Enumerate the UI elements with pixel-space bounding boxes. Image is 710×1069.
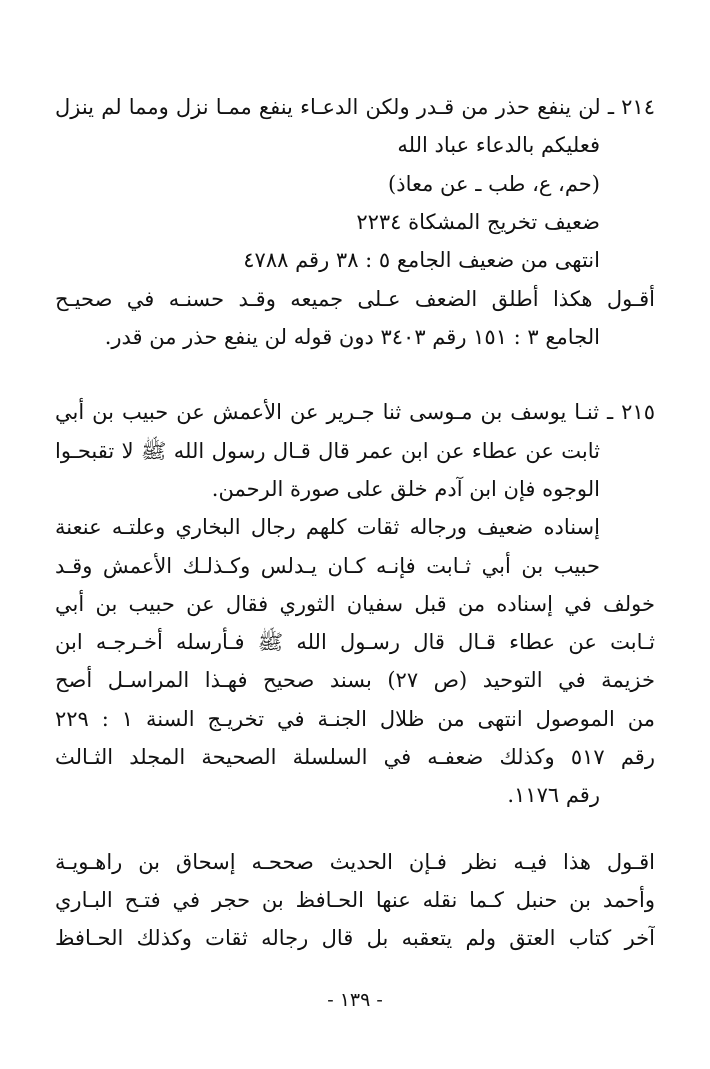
entry-214-grading: ضعيف تخريج المشكاة ٢٢٣٤ [356,210,600,234]
entry-215-line-2: ثابت عن عطاء عن ابن عمر قال قـال رسول الله ﷺ لا تقبحـوا [55,439,600,463]
entry-215-line-4: إسناده ضعيف ورجاله ثقات كلهم رجال البخاري وعلتـه عنعنة [55,515,600,539]
entry-214-line-1: ٢١٤ ـ لن ينفع حذر من قـدر ولكن الدعـاء ينفع ممـا نزل ومما لم ينزل [55,95,655,119]
entry-215-line-5: حبيب بن أبي ثـابت فإنـه كـان يـدلس وكـذلـك الأعمش وقـد [55,554,600,578]
entry-215-line-9: من الموصول انتهى من ظلال الجنـة في تخريـج السنة ١ : ٢٢٩ [55,707,655,731]
entry-215-line-3: الوجوه فإن ابن آدم خلق على صورة الرحمن. [211,477,600,501]
commentary-line-3: آخر كتاب العتق ولم يتعقبه بل قال رجاله ثقات وكذلك الحـافظ [55,926,655,950]
entry-215-line-8: خزيمة في التوحيد (ص ٢٧) بسند صحيح فهـذا المراسـل أصح [55,668,655,692]
entry-214-line-2: فعليكم بالدعاء عباد الله [397,133,600,157]
commentary-line-1: اقـول هذا فيـه نظر فـإن الحديث صححـه إسحاق بن راهـويـة [55,850,655,874]
entry-214-comment-line-1: أقـول هكذا أطلق الضعف عـلى جميعه وقـد حسنـه في صحيـح [55,287,655,311]
commentary-line-2: وأحمد بن حنبل كـما نقله عنها الحـافظ بن حجر في فتـح البـاري [55,888,655,912]
entry-215-line-10: رقم ٥١٧ وكذلك ضعفـه في السلسلة الصحيحة المجلد الثـالث [55,745,655,769]
entry-214-reference: انتهى من ضعيف الجامع ٥ : ٣٨ رقم ٤٧٨٨ [243,248,600,272]
entry-214-source: (حم، ع، طب ـ عن معاذ) [388,172,600,196]
page-number: - ١٣٩ - [327,989,383,1011]
entry-215-line-1: ٢١٥ ـ ثنـا يوسف بن مـوسى ثنا جـرير عن الأعمش عن حبيب بن أبي [55,400,655,424]
entry-215-line-6: خولف في إسناده من قبل سفيان الثوري فقال عن حبيب بن أبي [55,592,655,616]
entry-214-comment-line-2: الجامع ٣ : ١٥١ رقم ٣٤٠٣ دون قوله لن ينفع حذر من قدر. [104,325,600,349]
entry-215-line-7: ثـابت عن عطاء قـال قال رسـول الله ﷺ فـأرسله أخـرجـه ابن [55,630,655,654]
entry-215-line-11: رقم ١١٧٦. [507,783,600,807]
